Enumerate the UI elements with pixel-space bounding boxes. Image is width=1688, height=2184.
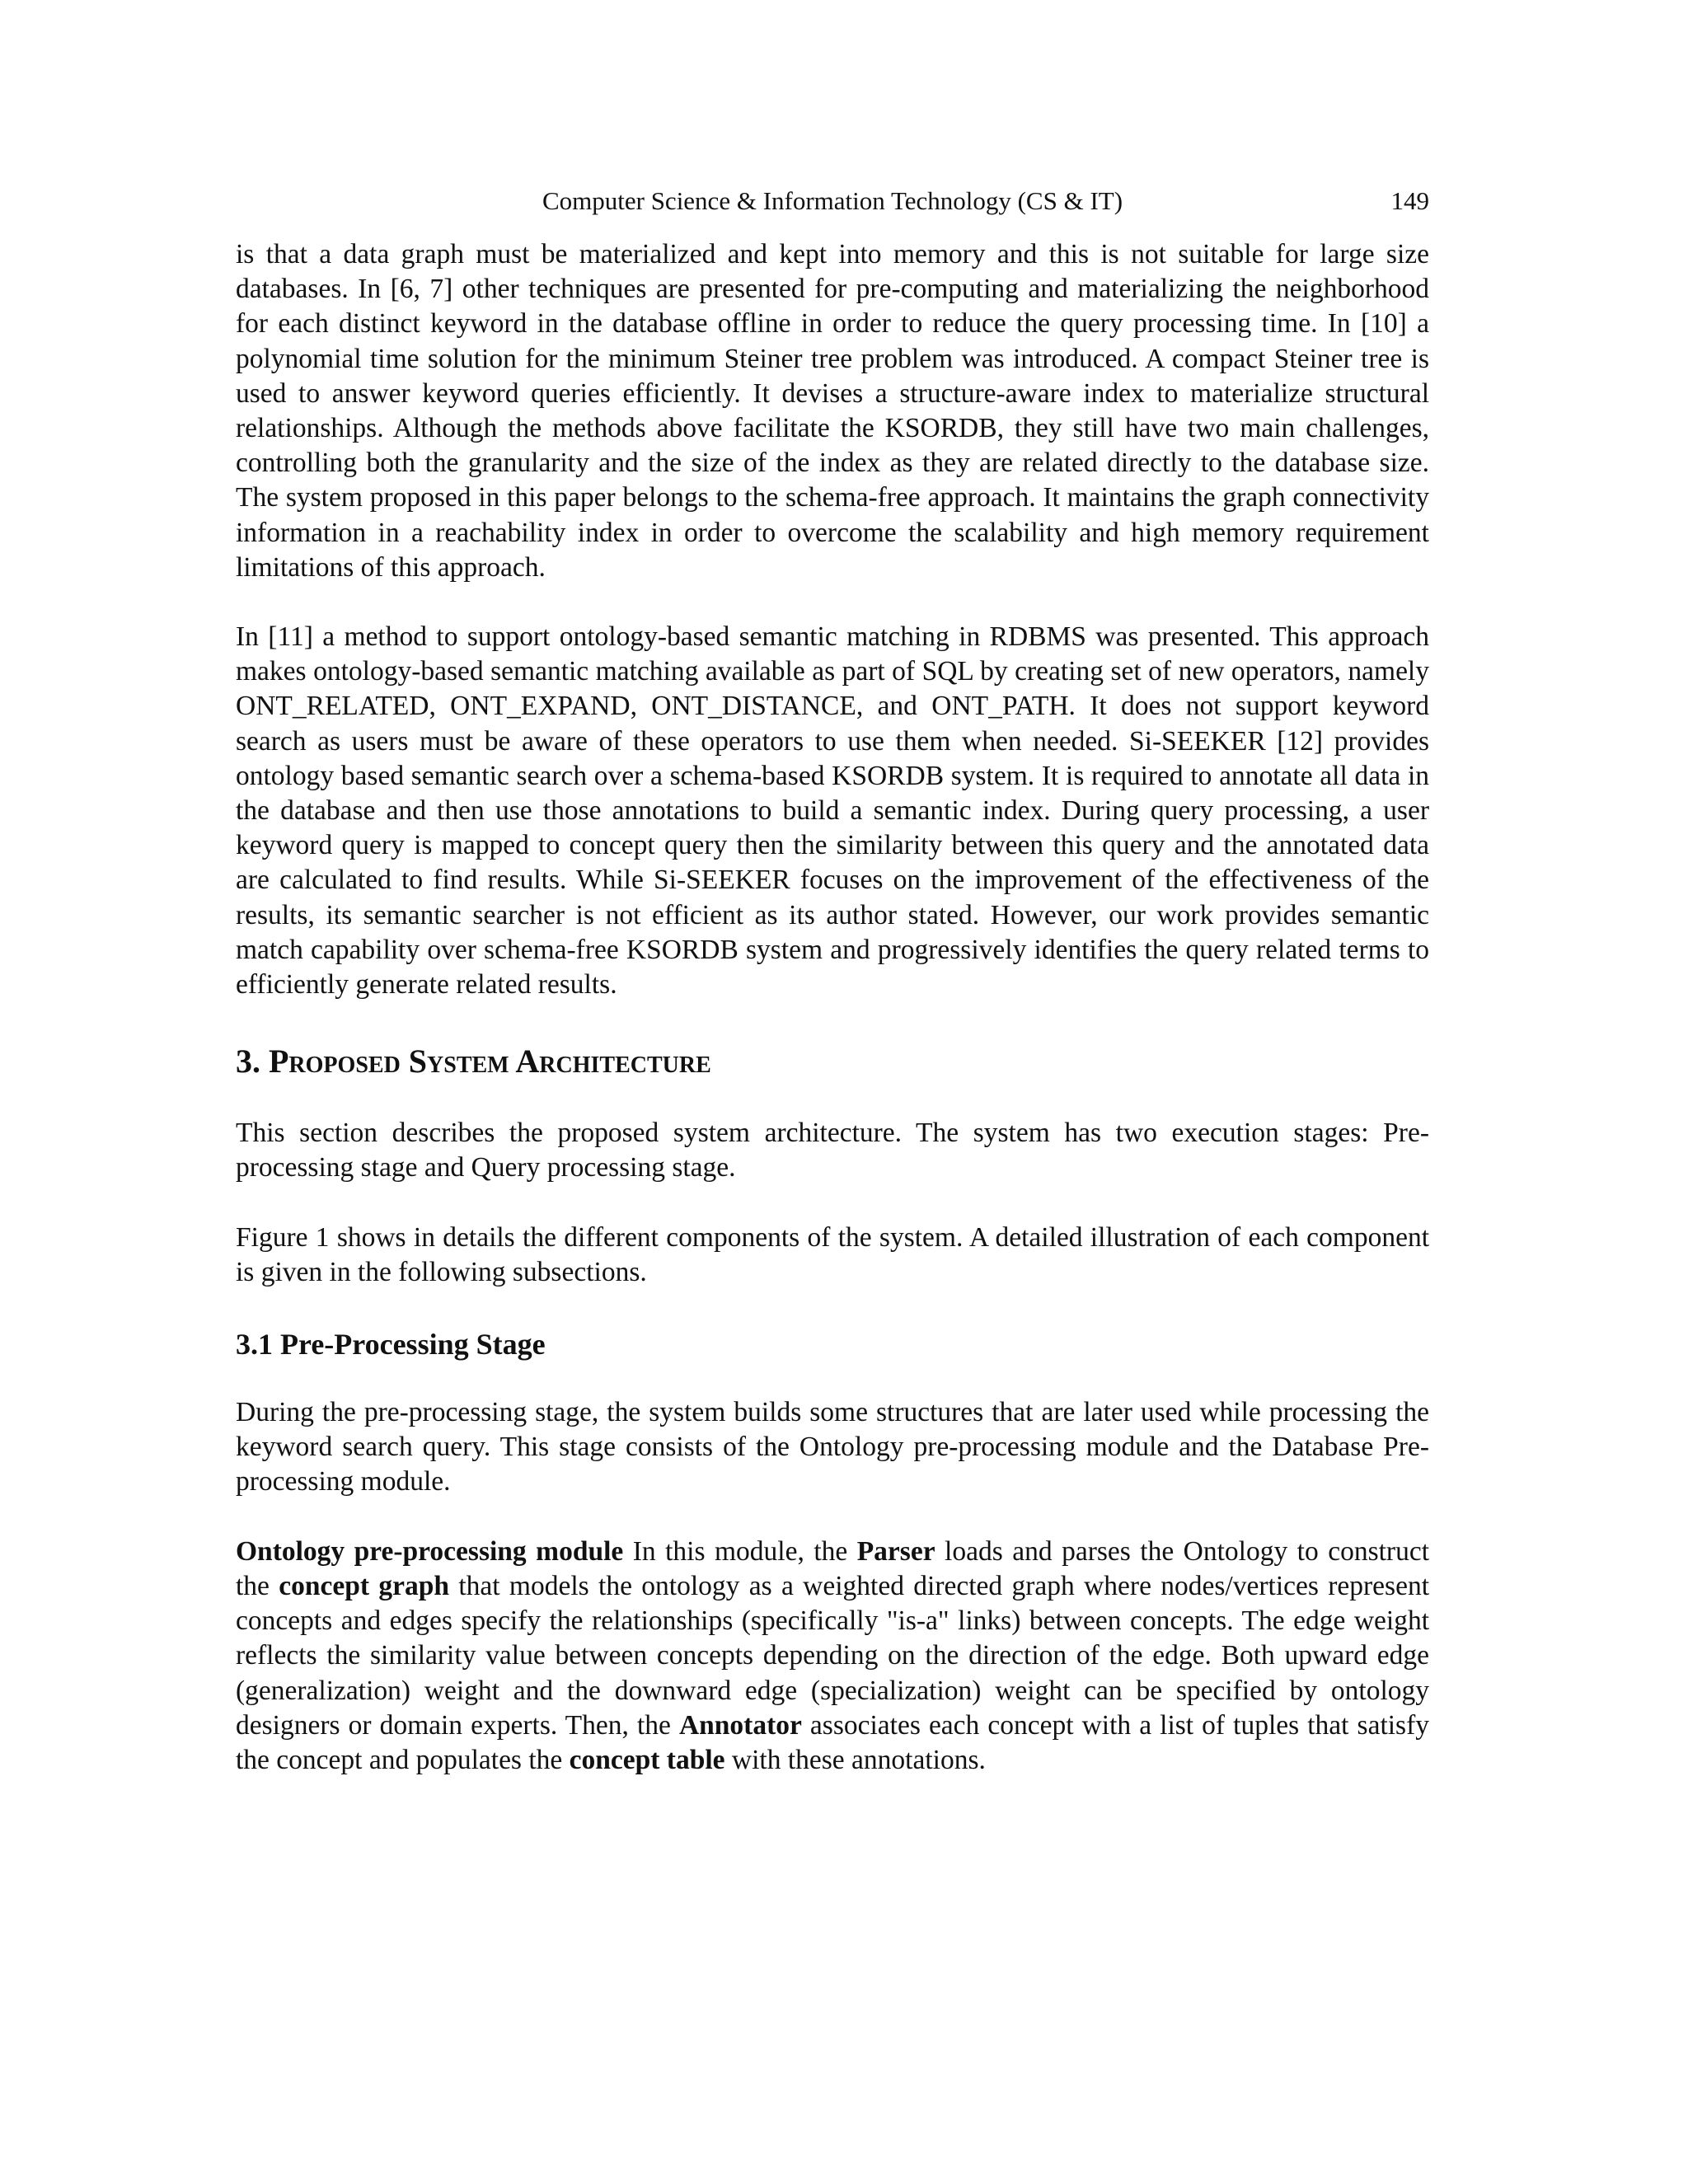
ontology-text-4: associates each concept with a list of tuples that satisfy the concept and populates the xyxy=(236,1709,1430,1775)
section3-1-paragraph-1: During the pre-processing stage, the system builds some structures that are later used while processing the keyword search query. This stage consists of the Ontology pre-processing module and the Database Pre-processing module. xyxy=(236,1397,1429,1497)
section-heading-3: 3. Proposed System Architecture xyxy=(236,1043,711,1080)
body-paragraph-1: is that a data graph must be materialized and kept into memory and this is not suitable for large size databases. In [6, 7] other techniques are presented for pre-computing and materializing the neighborhood for each distinct keyword in the database offline in order to reduce the query processing time. In [10] a polynomial time solution for the minimum Steiner tree problem was introduced. A compact Steiner tree is used to answer keyword queries efficiently. It devises a structure-aware index to materialize structural relationships. Although the methods above facilitate the KSORDB, they still have two main challenges, controlling both the granularity and the size of the index as they are related directly to the database size. The system proposed in this paper belongs to the schema-free approach. It maintains the graph connectivity information in a reachability index in order to overcome the scalability and high memory requirement limitations of this approach. xyxy=(236,239,1429,583)
ontology-module-paragraph xyxy=(236,1535,1429,1778)
term-parser: Parser xyxy=(856,1535,935,1567)
page-number: 149 xyxy=(1390,186,1429,215)
ontology-text-3: that models the ontology as a weighted directed graph where nodes/vertices represent concepts and edges specify the relationships (specifically "is-a" links) between concepts. The edge weight reflects the similarity value between concepts depending on the direction of the edge. Both upward edge (generalization) weight and the downward edge (specialization) weight can be specified by ontology designers or domain experts. Then, the xyxy=(236,1570,1429,1741)
term-concept-table: concept table xyxy=(569,1744,725,1775)
ontology-module-lead: Ontology pre-processing module xyxy=(236,1535,624,1567)
running-header xyxy=(236,183,1429,219)
ontology-text-5: with these annotations. xyxy=(724,1744,986,1775)
section3-paragraph-2: Figure 1 shows in details the different components of the system. A detailed illustration of each component is given in the following subsections. xyxy=(236,1221,1429,1287)
ontology-text-2: loads and parses the Ontology to construct the xyxy=(236,1535,1430,1601)
section3-paragraph-1: This section describes the proposed system architecture. The system has two execution stages: Pre-processing stage and Query processing stage. xyxy=(236,1118,1429,1183)
subsection-heading-3-1: 3.1 Pre-Processing Stage xyxy=(236,1328,546,1361)
body-paragraph-2: In [11] a method to support ontology-based semantic matching in RDBMS was presented. This approach makes ontology-based semantic matching available as part of SQL by creating set of new operators, namely ONT_RELATED, ONT_EXPAND, ONT_DISTANCE, and ONT_PATH. It does not support keyword search as users must be aware of these operators to use them when needed. Si-SEEKER [12] provides ontology based semantic search over a schema-based KSORDB system. It is required to annotate all data in the database and then use those annotations to build a semantic index. During query processing, a user keyword query is mapped to concept query then the similarity between this query and the annotated data are calculated to find results. While Si-SEEKER focuses on the improvement of the effectiveness of the results, its semantic searcher is not efficient as its author stated. However, our work provides semantic match capability over schema-free KSORDB system and progressively identifies the query related terms to efficiently generate related results. xyxy=(236,621,1429,1001)
paper-page xyxy=(236,183,1429,1778)
journal-title: Computer Science & Information Technology (CS & IT) xyxy=(542,186,1123,215)
term-concept-graph: concept graph xyxy=(279,1570,450,1601)
ontology-text-1: In this module, the xyxy=(623,1535,857,1567)
term-annotator: Annotator xyxy=(678,1709,802,1741)
